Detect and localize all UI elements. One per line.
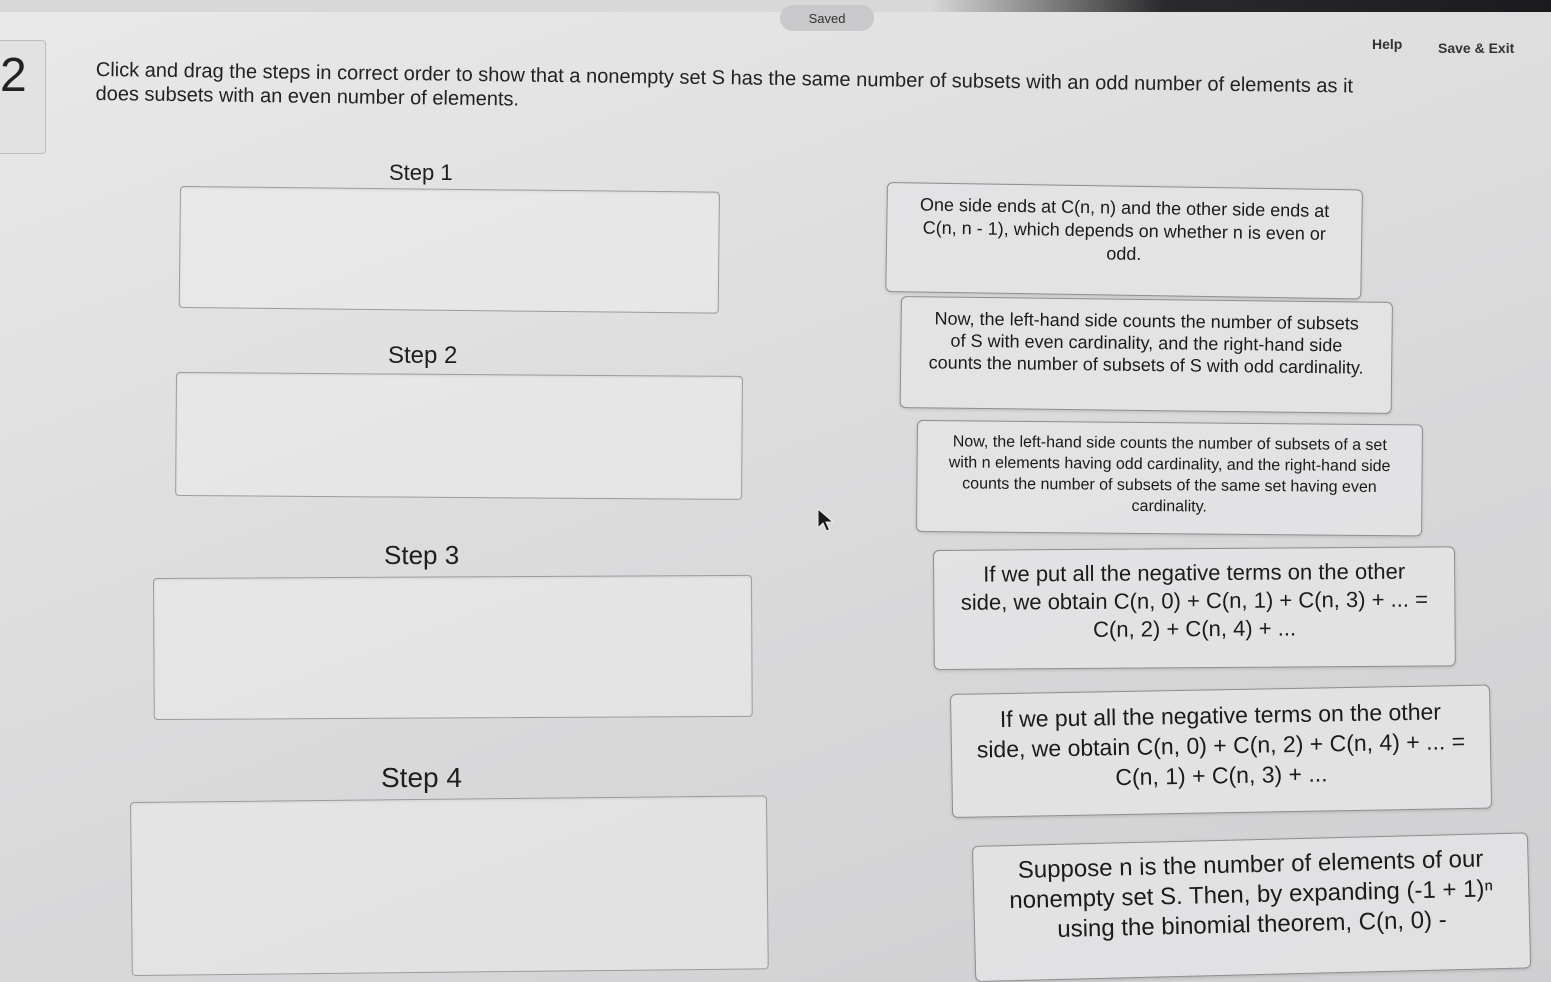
answer-card-text: If we put all the negative terms on the other side, we obtain C(n, 0) + C(n, 1) + C(n, 3) + ... = C(n, 2) + C(n, 4) + ... — [960, 558, 1428, 642]
mouse-pointer-icon — [816, 508, 836, 534]
question-number: 2 — [0, 49, 27, 102]
step-2-label: Step 2 — [388, 342, 458, 369]
answer-card-text: Suppose n is the number of elements of our nonempty set S. Then, by expanding (-1 + 1)ⁿ using the binomial theorem, C(n, 0) - — [1009, 845, 1494, 943]
answer-card[interactable] — [900, 296, 1393, 414]
answer-card-text: Now, the left-hand side counts the number of subsets of S with even cardinality, and the right-hand side counts the number of subsets of S with odd cardinality. — [928, 308, 1364, 378]
answer-card[interactable] — [950, 685, 1492, 818]
step-3-label: Step 3 — [384, 540, 460, 570]
step-4-drop-zone[interactable] — [130, 795, 769, 976]
answer-card[interactable] — [885, 182, 1363, 299]
answer-card-text: One side ends at C(n, n) and the other side ends at C(n, n - 1), which depends on whether n is even or odd. — [919, 194, 1330, 265]
answer-card[interactable] — [916, 420, 1423, 536]
top-bar — [0, 0, 1551, 12]
step-3-drop-zone[interactable] — [153, 575, 753, 720]
question-instructions: Click and drag the steps in correct order to show that a nonempty set S has the same number of subsets with an odd number of elements as it does subsets with an even number of elements. — [95, 58, 1354, 111]
step-2-drop-zone[interactable] — [175, 372, 743, 500]
help-link[interactable]: Help — [1372, 36, 1403, 52]
step-1-label: Step 1 — [389, 160, 453, 185]
save-exit-link[interactable]: Save & Exit — [1438, 40, 1515, 56]
answer-card[interactable] — [933, 546, 1456, 670]
answer-card-text: If we put all the negative terms on the other side, we obtain C(n, 0) + C(n, 2) + C(n, 4) + ... = C(n, 1) + C(n, 3) + ... — [976, 698, 1466, 791]
answer-card[interactable] — [972, 832, 1531, 982]
answer-card-text: Now, the left-hand side counts the number of subsets of a set with n elements having odd cardinality, and the right-hand side counts the number of subsets of the same set having even cardinality. — [948, 433, 1391, 516]
step-1-drop-zone[interactable] — [179, 186, 720, 314]
saved-status-label: Saved — [808, 10, 846, 26]
saved-status-badge — [780, 5, 874, 31]
step-4-label: Step 4 — [381, 762, 462, 793]
